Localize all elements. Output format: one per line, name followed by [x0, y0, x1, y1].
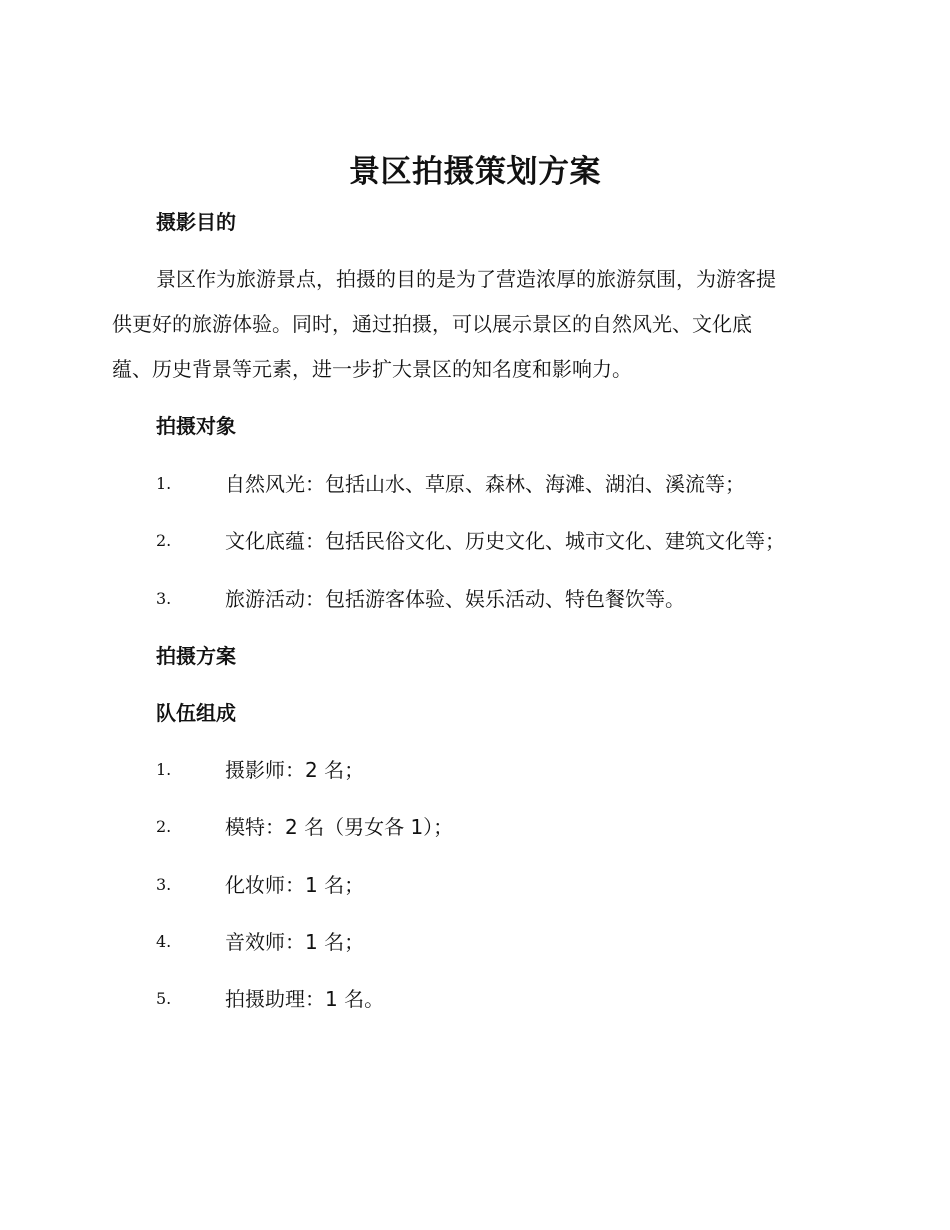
list-text: 文化底蕴：包括民俗文化、历史文化、城市文化、建筑文化等； — [225, 529, 785, 553]
heading-team: 队伍组成 — [156, 701, 236, 725]
list-text: 模特：2 名（男女各 1）； — [225, 815, 454, 839]
list-text: 拍摄助理：1 名。 — [225, 987, 385, 1011]
list-text: 摄影师：2 名； — [225, 758, 365, 782]
purpose-line-1: 景区作为旅游景点，拍摄的目的是为了营造浓厚的旅游氛围，为游客提 — [156, 267, 776, 291]
heading-purpose: 摄影目的 — [156, 210, 236, 234]
list-number: 3. — [156, 589, 172, 608]
list-number: 1. — [156, 474, 172, 493]
document-title: 景区拍摄策划方案 — [349, 154, 601, 190]
list-number: 2. — [156, 817, 172, 836]
list-number: 2. — [156, 531, 172, 550]
purpose-line-2: 供更好的旅游体验。同时，通过拍摄，可以展示景区的自然风光、文化底 — [112, 312, 752, 336]
list-text: 音效师：1 名； — [225, 930, 365, 954]
purpose-paragraph — [112, 267, 842, 402]
list-number: 5. — [156, 989, 172, 1008]
list-text: 自然风光：包括山水、草原、森林、海滩、湖泊、溪流等； — [225, 472, 745, 496]
purpose-line-3: 蕴、历史背景等元素，进一步扩大景区的知名度和影响力。 — [112, 357, 632, 381]
list-number: 4. — [156, 932, 172, 951]
list-number: 3. — [156, 875, 172, 894]
list-text: 化妆师：1 名； — [225, 873, 365, 897]
heading-plan: 拍摄方案 — [156, 644, 236, 668]
heading-subjects: 拍摄对象 — [156, 414, 236, 438]
list-number: 1. — [156, 760, 172, 779]
list-text: 旅游活动：包括游客体验、娱乐活动、特色餐饮等。 — [225, 587, 685, 611]
